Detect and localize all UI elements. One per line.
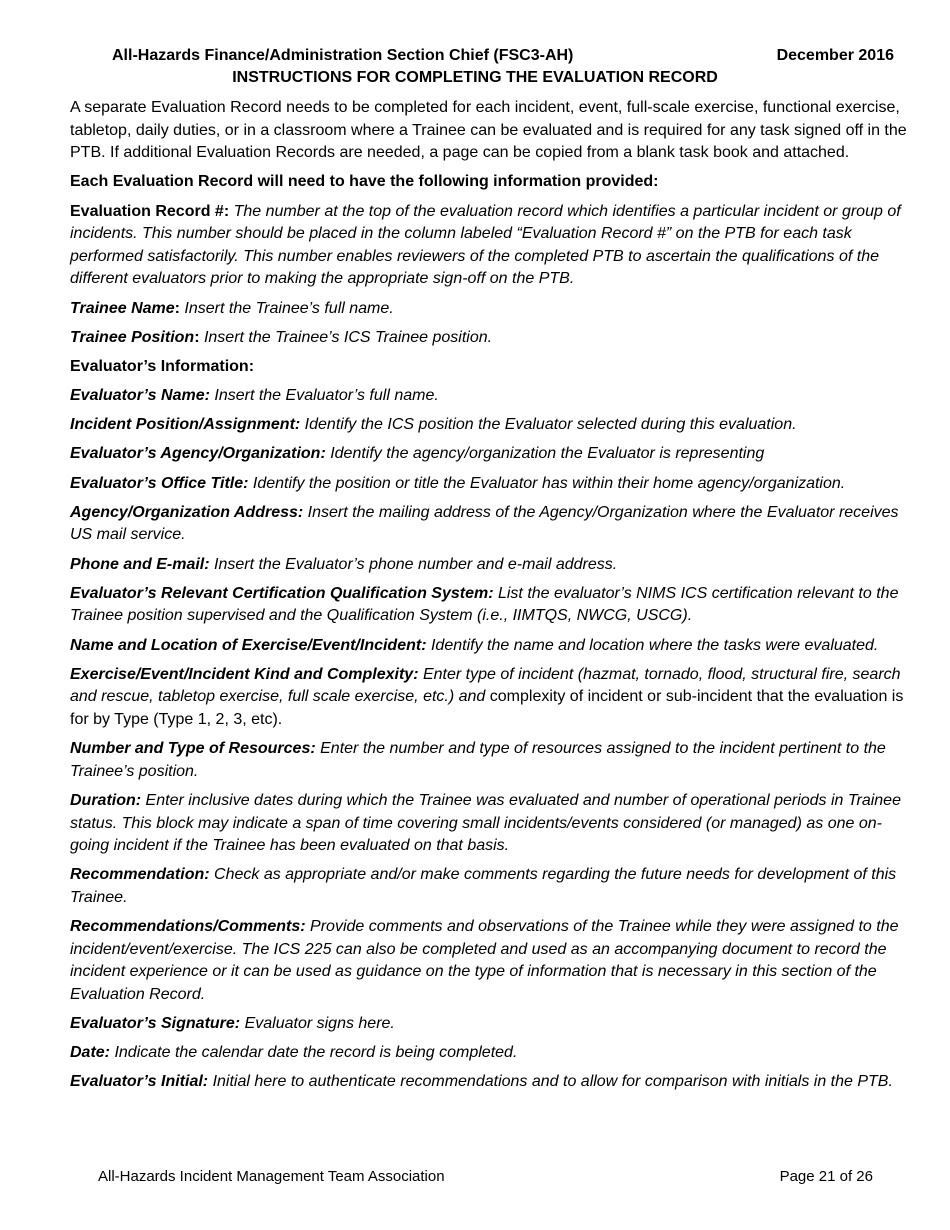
field-description: Enter inclusive dates during which the Trainee was evaluated and number of operational periods in Trainee status. This block may indicate a span of time covering small incidents/events considered (or managed) as one on-going incident if the Trainee has been evaluated on that basis. [70,791,901,855]
field-exercise-location [70,635,912,658]
field-label: Evaluator’s Name: [70,387,210,405]
intro-paragraph: A separate Evaluation Record needs to be completed for each incident, event, full-scale exercise, functional exercise, tabletop, daily duties, or in a classroom where a Trainee can be evaluated and is required for any task signed off in the PTB. If additional Evaluation Records are needed, a page can be copied from a blank task book and attached. [70,99,907,162]
field-label: Name and Location of Exercise/Event/Incident: [70,636,427,654]
field-incident-position [70,414,912,437]
field-recommendations-comments [70,916,912,1006]
field-duration [70,790,912,858]
field-label: Trainee Name [70,299,175,317]
field-label: Evaluator’s Initial: [70,1073,209,1091]
evaluator-info-heading: Evaluator’s Information: [70,357,255,375]
field-phone-email [70,554,912,577]
field-description: Provide comments and observations of the Trainee while they were assigned to the incident/event/exercise. The ICS 225 can also be completed and used as an accompanying document to record the incident experience or it can be used as guidance on the type of information that is necessary in this section of the Evaluation Record. [70,918,899,1003]
field-agency-address [70,502,912,547]
field-description-plain: complexity of incident or sub-incident that the evaluation is for by Type (Type 1, 2, 3, etc). [70,688,904,728]
field-description: Initial here to authenticate recommendations and to allow for comparison with initials in the PTB. [208,1073,893,1091]
field-description: The number at the top of the evaluation record which identifies a particular incident or group of incidents. This number should be placed in the column labeled “Evaluation Record #” on the PTB for each task performed satisfactorily. This number enables reviewers of the completed PTB to ascertain the qualifications of the different evaluators prior to making the appropriate sign-off on the PTB. [70,202,901,288]
field-office-title [70,473,912,496]
field-kind-complexity [70,664,912,732]
field-description: Insert the Trainee’s full name. [179,299,394,317]
field-label: Phone and E-mail: [70,555,210,573]
field-label: Evaluator’s Agency/Organization: [70,445,326,463]
field-description: Identify the position or title the Evaluator has within their home agency/organization. [248,474,846,492]
field-date [70,1042,912,1065]
field-label-colon: : [174,299,180,317]
field-label: Evaluator’s Office Title: [70,474,249,492]
field-label: Number and Type of Resources: [70,740,316,758]
field-description: Identify the name and location where the tasks were evaluated. [426,636,879,654]
field-label: Recommendations/Comments: [70,918,306,936]
field-certification [70,583,912,628]
field-description: Evaluator signs here. [240,1015,395,1033]
field-label: Recommendation: [70,866,210,884]
field-trainee-position [70,327,912,350]
field-description: Enter type of incident (hazmat, tornado, flood, structural fire, search and rescue, tabletop exercise, full scale exercise, etc.) and [70,665,901,706]
field-label: Evaluation Record #: [70,202,230,220]
field-description: List the evaluator’s NIMS ICS certification relevant to the Trainee position supervised and the Qualification System (i.e., IIMTQS, NWCG, USCG). [70,584,899,625]
field-resources [70,738,912,783]
field-label: Evaluator’s Signature: [70,1015,241,1033]
field-evaluation-record-number [70,201,912,291]
field-label: Evaluator’s Relevant Certification Qualification System: [70,584,494,602]
required-info-heading: Each Evaluation Record will need to have the following information provided: [70,173,659,191]
footer-organization: All-Hazards Incident Management Team Association [98,1168,445,1185]
field-description: Insert the mailing address of the Agency/Organization where the Evaluator receives US mail service. [70,503,899,544]
field-recommendation [70,864,912,909]
document-date: December 2016 [776,47,894,64]
field-evaluator-initial [70,1071,912,1094]
field-trainee-name [70,298,912,321]
field-label: Agency/Organization Address: [70,503,304,521]
field-description: Insert the Evaluator’s full name. [209,387,439,405]
section-title: INSTRUCTIONS FOR COMPLETING THE EVALUATION RECORD [232,69,718,86]
field-label: Date: [70,1044,111,1062]
field-description: Insert the Evaluator’s phone number and e-mail address. [209,555,618,573]
field-label: Incident Position/Assignment: [70,416,301,434]
field-description: Enter the number and type of resources assigned to the incident pertinent to the Trainee’s position. [70,740,886,780]
field-description: Insert the Trainee’s ICS Trainee position. [199,328,493,346]
field-description: Identify the ICS position the Evaluator selected during this evaluation. [300,416,797,434]
page-number: Page 21 of 26 [779,1168,873,1185]
document-title: All-Hazards Finance/Administration Section Chief (FSC3-AH) [112,47,574,64]
field-evaluator-agency [70,443,912,466]
field-description: Indicate the calendar date the record is being completed. [110,1044,518,1062]
instructions-body [70,97,912,1101]
field-description: Check as appropriate and/or make comments regarding the future needs for development of this Trainee. [70,866,897,906]
field-label: Duration: [70,791,142,809]
field-evaluator-signature [70,1013,912,1036]
field-label: Exercise/Event/Incident Kind and Complexity: [70,665,419,683]
field-label: Trainee Position [70,328,195,346]
field-label-colon: : [194,328,200,346]
field-description: Identify the agency/organization the Evaluator is representing [325,445,765,463]
field-evaluator-name [70,385,912,408]
